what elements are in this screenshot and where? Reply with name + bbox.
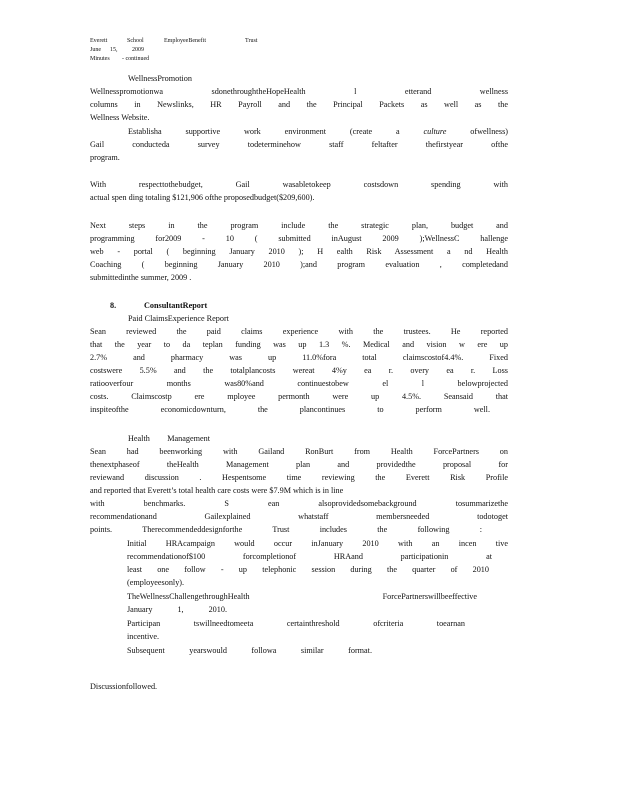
body-line: reviewand discussion . Hespentsome time reviewing the Everett Risk Profile: [90, 473, 508, 482]
body-line: Next steps in the program include the strategic plan, budget and: [90, 221, 508, 230]
body-line: columns in Newslinks, HR Payroll and the Principal Packets as well as the: [90, 100, 508, 109]
header-continued: - continued: [122, 56, 150, 62]
sub-bullet-line: least one follow - up telephonic session during the quarter of 2010: [127, 565, 489, 574]
header-org-word: Everett: [90, 38, 108, 44]
section-title: ConsultantReport: [144, 301, 208, 310]
sub-bullet-line: January 1, 2010.: [127, 605, 227, 614]
sub-bullet-line: TheWellnessChallengethroughHealth ForcePartnerswillbeeffective: [127, 592, 477, 601]
body-line: costs. Claimscostp ere mployee permonth were up 4.5%. Seansaid that: [90, 392, 508, 401]
body-line: 2.7% and pharmacy was up 11.0%fora total claimscostof4.4%. Fixed: [90, 353, 508, 362]
sub-bullet-line: Subsequent yearswould followa similar format.: [127, 646, 372, 655]
body-line: that the year to da teplan funding was up 1.3 %. Medical and vision w ere up: [90, 340, 508, 349]
sub-bullet-line: Participan tswillneedtomeeta certainthreshold ofcriteria toearnan: [127, 619, 465, 628]
header-org-word: EmployeeBenefit: [164, 38, 206, 44]
section-number: 8.: [110, 301, 117, 310]
body-line: thenextphaseof theHealth Management plan and providedthe proposal for: [90, 460, 508, 469]
header-org-word: Trust: [245, 38, 258, 44]
body-line: and reported that Everett’s total health care costs were $7.9M which is in line: [90, 486, 344, 495]
closing-line: Discussionfollowed.: [90, 682, 158, 691]
sub-bullet-line: incentive.: [127, 632, 160, 641]
header-minutes: Minutes: [90, 56, 110, 62]
body-line: inspiteofthe economicdownturn, the plancontinues to perform well.: [90, 405, 490, 414]
culture-text-after: ofwellness): [470, 127, 508, 136]
body-line: Wellnesspromotionwa sdonethroughtheHopeHealth l etterand wellness: [90, 87, 508, 96]
sub-bullet-line: Initial HRAcampaign would occur inJanuary 2010 with an incen tive: [127, 539, 508, 548]
body-line: recommendationand Gailexplained whatstaff membersneeded todotoget: [90, 512, 508, 521]
sub-bullet-line: recommendationof$100 forcompletionof HRAand participationin at: [127, 552, 492, 561]
body-line: with benchmarks. S ean alsoprovidedsomebackground tosummarizethe: [90, 499, 508, 508]
body-line: Gail conducteda survey todeterminehow staff feltafter thefirstyear ofthe: [90, 140, 508, 149]
sub-bullet-line: (employeesonly).: [127, 578, 185, 587]
body-line: program.: [90, 153, 120, 162]
header-date-year: 2009: [132, 47, 144, 53]
section-heading: [110, 301, 208, 311]
body-line: Sean reviewed the paid claims experience with the trustees. He reported: [90, 327, 508, 336]
health-management-heading: Health Management: [128, 434, 210, 443]
culture-word: culture: [423, 127, 447, 136]
paid-claims-heading: Paid ClaimsExperience Report: [128, 314, 229, 323]
header-date-day: 15,: [110, 47, 118, 53]
body-line: costswere 5.5% and the totalplancosts wereat 4%y ea r. overy ea r. Loss: [90, 366, 508, 375]
body-line: submittedinthe summer, 2009 .: [90, 273, 192, 282]
body-line: points. Therecommendeddesignforthe Trust includes the following :: [90, 525, 482, 534]
document-header: [90, 38, 510, 68]
body-line: ratiooverfour months was80%and continuestobew el l belowprojected: [90, 379, 508, 388]
body-line: programming for2009 - 10 ( submitted inAugust 2009 );WellnessC hallenge: [90, 234, 508, 243]
culture-line: [128, 127, 508, 137]
body-line: With respecttothebudget, Gail wasabletokeep costsdown spending with: [90, 180, 508, 189]
header-date-month: June: [90, 47, 101, 53]
culture-text-before: Establisha supportive work environment (create a: [128, 127, 400, 136]
body-line: web - portal ( beginning January 2010 ); H ealth Risk Assessment a nd Health: [90, 247, 508, 256]
body-line: Sean had beenworking with Gailand RonBurt from Health ForcePartners on: [90, 447, 508, 456]
body-line: Coaching ( beginning January 2010 );and program evaluation , completedand: [90, 260, 508, 269]
body-line: Wellness Website.: [90, 113, 150, 122]
body-line: actual spen ding totaling $121,906 ofthe proposedbudget($209,600).: [90, 193, 315, 202]
wellness-heading: WellnessPromotion: [128, 74, 192, 83]
header-org-word: School: [127, 38, 144, 44]
